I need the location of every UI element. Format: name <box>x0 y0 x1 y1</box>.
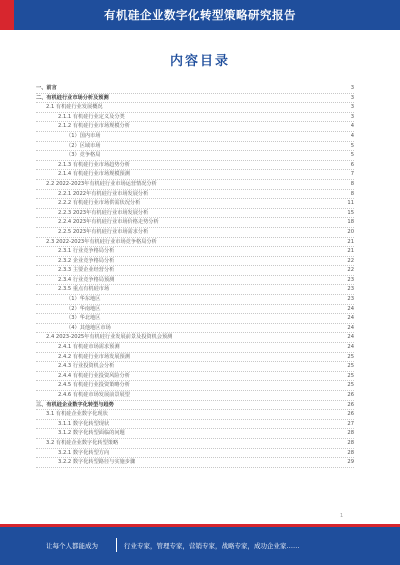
toc-entry-title: 二、有机硅行业市场分析及预测 <box>36 94 109 101</box>
toc-entry-title: 2.1.3 有机硅行业市场趋势分析 <box>58 161 130 168</box>
toc-entry-title: 3.2.2 数字化转型路径与实施步骤 <box>58 459 136 466</box>
toc-entry[interactable] <box>36 103 354 113</box>
toc-entry[interactable] <box>36 247 354 257</box>
toc-entry[interactable] <box>36 458 354 468</box>
toc-entry-page: 28 <box>347 449 354 456</box>
toc-entry-title: 2.1.4 有机硅行业市场规模预测 <box>58 171 130 178</box>
toc-entry-page: 15 <box>347 209 354 216</box>
toc-entry-page: 27 <box>347 420 354 427</box>
toc-entry-title: 3.2.1 数字化转型方向 <box>58 449 110 456</box>
toc-entry[interactable] <box>36 238 354 248</box>
toc-entry-title: 2.3.2 企业竞争格局分析 <box>58 257 115 264</box>
toc-entry-page: 18 <box>347 219 354 226</box>
toc-entry-title: 三、有机硅企业数字化转型与趋势 <box>36 401 114 408</box>
toc-entry-page: 21 <box>347 238 354 245</box>
toc-entry[interactable] <box>36 305 354 315</box>
toc-entry-page: 25 <box>347 372 354 379</box>
toc-entry[interactable] <box>36 333 354 343</box>
toc-entry[interactable] <box>36 151 354 161</box>
toc-entry-title: 2.3.3 主要企业经营分析 <box>58 267 115 274</box>
toc-entry-page: 26 <box>347 392 354 398</box>
toc-entry[interactable] <box>36 420 354 430</box>
toc-entry[interactable] <box>36 84 354 94</box>
toc-entry[interactable] <box>36 401 354 411</box>
toc-entry[interactable] <box>36 122 354 132</box>
toc-entry-title: 2.2 2022-2023年有机硅行业市场运营情况分析 <box>46 180 157 187</box>
toc-entry[interactable] <box>36 228 354 238</box>
toc-entry-page: 25 <box>347 363 354 370</box>
toc-entry[interactable] <box>36 449 354 459</box>
toc-heading: 内容目录 <box>169 54 230 69</box>
toc-entry-title: 2.4 2023-2025年有机硅行业发展前景及投资机会预测 <box>46 334 173 341</box>
toc-entry-page: 4 <box>350 132 354 139</box>
toc-entry-title: 2.3.4 行业竞争格局预测 <box>58 276 115 283</box>
footer-banner <box>0 524 400 565</box>
toc-entry[interactable] <box>36 410 354 420</box>
toc-entry[interactable] <box>36 257 354 267</box>
toc-entry[interactable] <box>36 391 354 401</box>
toc-entry-page: 3 <box>350 104 354 111</box>
toc-entry-page: 21 <box>347 248 354 255</box>
toc-entry[interactable] <box>36 180 354 190</box>
toc-entry-page: 24 <box>347 344 354 351</box>
toc-entry[interactable] <box>36 381 354 391</box>
toc-entry-title: 2.4.3 行业投资机会分析 <box>58 363 115 370</box>
toc-entry-page: 20 <box>347 228 354 235</box>
toc-entry-page: 24 <box>347 305 354 312</box>
toc-entry[interactable] <box>36 276 354 286</box>
toc-entry-title: （1）华东地区 <box>66 296 101 303</box>
toc-entry[interactable] <box>36 113 354 123</box>
toc-entry-title: 2.1.2 有机硅行业市场规模分析 <box>58 123 130 130</box>
toc-entry-title: 2.4.6 有机硅市场发展前景展望 <box>58 392 130 398</box>
toc-entry-page: 5 <box>350 152 354 159</box>
toc-entry-title: 2.3 2022-2023年有机硅行业市场竞争格局分析 <box>46 238 157 245</box>
toc-entry-page: 24 <box>347 315 354 322</box>
toc-entry-page: 22 <box>347 257 354 264</box>
footer-accent-bar <box>0 524 400 527</box>
toc-entry-title: 2.2.5 2023年有机硅行业市场需求分析 <box>58 228 149 235</box>
toc-entry-title: （2）华南地区 <box>66 305 101 312</box>
toc-entry[interactable] <box>36 353 354 363</box>
toc-entry[interactable] <box>36 362 354 372</box>
toc-entry-page: 28 <box>347 430 354 437</box>
toc-entry-page: 6 <box>350 161 354 168</box>
toc-entry[interactable] <box>36 94 354 104</box>
toc-entry[interactable] <box>36 209 354 219</box>
toc-entry-title: 一、前言 <box>36 85 57 91</box>
toc-entry[interactable] <box>36 324 354 334</box>
toc-entry-title: 2.4.2 有机硅行业市场发展预测 <box>58 353 130 360</box>
toc-entry-page: 11 <box>347 200 354 207</box>
toc-entry-title: 2.2.4 2023年有机硅行业市场价格走势分析 <box>58 219 159 226</box>
toc-entry[interactable] <box>36 199 354 209</box>
toc-entry[interactable] <box>36 190 354 200</box>
toc-entry[interactable] <box>36 439 354 449</box>
toc-entry-page: 8 <box>350 190 354 197</box>
toc-entry-title: （1）国内市场 <box>66 132 101 139</box>
footer-slogan-right: 行业专家，管理专家，营销专家，战略专家，成功企业家…… <box>124 542 300 550</box>
toc-entry-page: 26 <box>347 401 354 408</box>
toc-entry[interactable] <box>36 132 354 142</box>
toc-entry-page: 8 <box>350 180 354 187</box>
toc-entry-title: （3）华北地区 <box>66 315 101 322</box>
toc-entry[interactable] <box>36 218 354 228</box>
toc-entry[interactable] <box>36 142 354 152</box>
toc-entry-page: 3 <box>350 85 354 91</box>
toc-entry-title: 2.3.1 行业竞争格局分析 <box>58 248 115 255</box>
toc-entry-page: 24 <box>347 334 354 341</box>
toc-entry-page: 28 <box>347 439 354 446</box>
toc-entry-page: 4 <box>350 123 354 130</box>
toc-entry-title: 2.2.2 有机硅行业市场供需状况分析 <box>58 200 141 207</box>
toc-entry-title: 2.3.5 重点有机硅市场 <box>58 286 110 293</box>
toc-entry-title: 3.1.1 数字化转型现状 <box>58 420 110 427</box>
table-of-contents <box>36 84 354 468</box>
toc-entry[interactable] <box>36 343 354 353</box>
toc-entry[interactable] <box>36 266 354 276</box>
toc-entry-title: 2.4.5 有机硅行业投资策略分析 <box>58 382 130 389</box>
toc-entry-page: 3 <box>350 94 354 101</box>
toc-entry-page: 23 <box>347 286 354 293</box>
toc-entry[interactable] <box>36 170 354 180</box>
header-banner <box>0 0 400 30</box>
toc-entry-title: 2.1.1 有机硅行业定义及分类 <box>58 113 125 120</box>
toc-entry-title: 3.2 有机硅企业数字化转型策略 <box>46 439 119 446</box>
toc-entry-page: 25 <box>347 353 354 360</box>
toc-entry[interactable] <box>36 161 354 171</box>
page-number: 1 <box>340 513 344 519</box>
toc-entry-title: 2.4.1 有机硅市场需求预测 <box>58 344 120 351</box>
toc-entry-title: 3.1 有机硅企业数字化现状 <box>46 411 108 418</box>
toc-entry-page: 29 <box>347 459 354 466</box>
toc-entry-title: 2.1 有机硅行业发展概况 <box>46 104 103 111</box>
toc-entry-page: 5 <box>350 142 354 149</box>
toc-entry[interactable] <box>36 314 354 324</box>
toc-entry[interactable] <box>36 429 354 439</box>
toc-entry-page: 3 <box>350 113 354 120</box>
toc-entry-page: 7 <box>350 171 354 178</box>
toc-entry-page: 22 <box>347 267 354 274</box>
toc-entry-title: （2）区域市场 <box>66 142 101 149</box>
toc-entry[interactable] <box>36 295 354 305</box>
report-title: 有机硅企业数字化转型策略研究报告 <box>104 8 296 22</box>
toc-entry-title: 3.1.2 数字化转型面临的问题 <box>58 430 125 437</box>
toc-entry-page: 24 <box>347 324 354 331</box>
footer-slogan-left: 让每个人都能成为 <box>46 542 98 550</box>
toc-entry[interactable] <box>36 372 354 382</box>
toc-entry-title: 2.2.3 2023年有机硅行业市场发展分析 <box>58 209 149 216</box>
footer-divider <box>116 538 117 552</box>
toc-entry[interactable] <box>36 285 354 295</box>
toc-entry-page: 23 <box>347 276 354 283</box>
toc-entry-page: 25 <box>347 382 354 389</box>
toc-entry-page: 26 <box>347 411 354 418</box>
toc-entry-title: （3）竞争格局 <box>66 152 101 159</box>
toc-entry-title: 2.2.1 2022年有机硅行业市场发展分析 <box>58 190 149 197</box>
toc-entry-title: （4）其他地区市场 <box>66 324 111 331</box>
toc-entry-title: 2.4.4 有机硅行业投资风险分析 <box>58 372 130 379</box>
toc-entry-page: 23 <box>347 296 354 303</box>
